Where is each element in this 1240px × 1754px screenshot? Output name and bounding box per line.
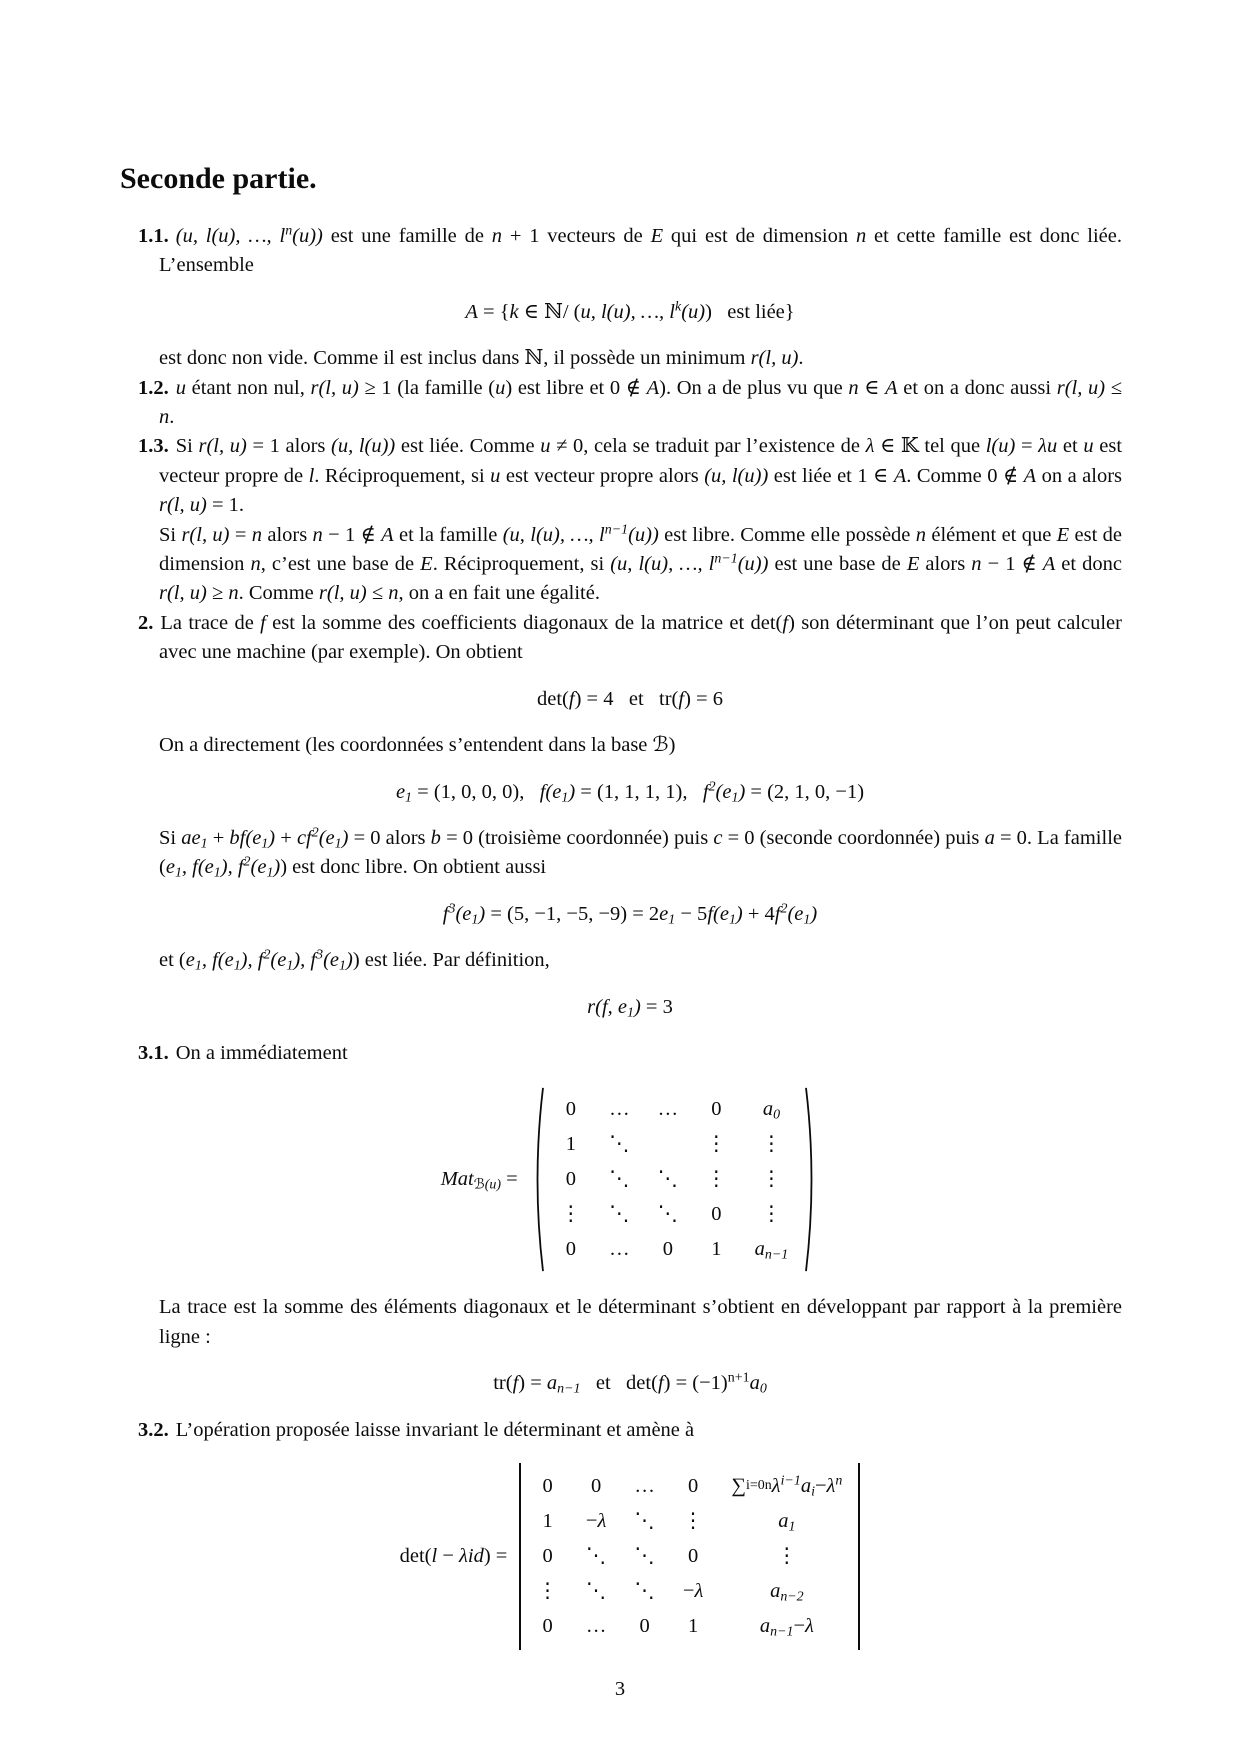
matrix-cell: − λ [682, 1579, 704, 1602]
matrix-cell: ⋱ [609, 1203, 630, 1226]
paragraph-text: Si r(l, u) = 1 alors (u, l(u)) est liée. Comme u ≠ 0, cela se traduit par l’existence de λ ∈ 𝕂 tel que l(u) = λu et u est vecteur propre de l. Réciproquement, si u est vecteur propre alors (u, l(u)) est liée et 1 ∈ A. Comme 0 ∉ A on a alors r(l, u) = 1. [159, 435, 1123, 517]
paragraph: est donc non vide. Comme il est inclus dans ℕ, il possède un minimum r(l, u). [159, 347, 804, 370]
matrix-cells [545, 1086, 805, 1273]
matrix-cell: ⋱ [634, 1509, 655, 1532]
matrix-cell: ⋮ [560, 1203, 582, 1226]
matrix-cell: 1 [565, 1133, 577, 1156]
paragraph: Si $ae_1 + bf(e_1) + cf^2(e_1) = 0$ alors b = 0 (troisième coordonnée) puis c = 0 (seconde coordonnée) puis a = 0. La famille ($e_1$, $f(e_1)$, $f^2(e_1)$) est donc libre. On obtient aussi [159, 825, 1122, 881]
matrix-cell: ⋮ [761, 1133, 782, 1156]
paragraph: On a directement (les coordonnées s’entendent dans la base ℬ) [159, 734, 676, 757]
matrix-cell: 0 [542, 1474, 553, 1497]
matrix-cell: ⋱ [657, 1168, 679, 1191]
item-label: 3.2. [138, 1418, 169, 1441]
matrix-right-paren-icon [804, 1086, 819, 1273]
matrix-cell: 0 [688, 1474, 699, 1497]
item-label: 1.1. [138, 225, 169, 247]
equation-text: det(f) = 4 et tr(f) = 6 [537, 687, 723, 710]
matrix-cell: ⋮ [776, 1544, 798, 1567]
matrix-cell: 1 [542, 1509, 553, 1532]
matrix-cell: … [657, 1098, 679, 1121]
paragraph [138, 1039, 1122, 1068]
matrix-label: Mat$_{ℬ(u)}$ = [440, 1168, 518, 1193]
matrix-cell: $a_{n-1}$ − λ [759, 1614, 814, 1640]
matrix-cell: ⋱ [609, 1133, 630, 1156]
item-1-1 [138, 222, 1122, 374]
item-label: 3.1. [138, 1041, 169, 1064]
item-label: 1.2. [138, 376, 169, 399]
matrix-cell: 1 [688, 1614, 699, 1637]
paragraph-text: (u, l(u), …, $l^n(u)$) est une famille de n + 1 vecteurs de E qui est de dimension n et cette famille est donc liée. L’ensemble [159, 223, 1122, 277]
paragraph [138, 432, 1122, 520]
item-label: 2. [138, 611, 154, 634]
enumerated-list [138, 222, 1122, 1650]
matrix-cell: $a_0$ [762, 1098, 781, 1123]
paragraph-text: On a immédiatement [175, 1041, 348, 1064]
page-content [120, 0, 1122, 1670]
paragraph: et ($e_1$, $f(e_1)$, $f^2(e_1)$, $f^3(e_1)$) est liée. Par définition, [159, 947, 550, 974]
item-3-1 [138, 1039, 1122, 1399]
page-number: 3 [614, 1677, 626, 1700]
determinant-cells [521, 1463, 858, 1650]
matrix-cell: $a_{n-2}$ [770, 1579, 804, 1605]
matrix-cell: … [609, 1098, 630, 1121]
display-equation-trace-det [138, 1369, 1122, 1398]
paragraph: Si r(l, u) = n alors n − 1 ∉ A et la famille (u, l(u), …, $l^{n-1}(u)$) est libre. Comme elle possède n élément et que E est de dimension n, c’est une base de E. Réciproquement, si (u, l(u), …, $l^{n-1}(u)$) est une base de E alors n − 1 ∉ A et donc r(l, u) ≥ n. Comme r(l, u) ≤ n, on a en fait une égalité. [159, 522, 1122, 605]
matrix-cell: − λ [585, 1509, 607, 1532]
matrix-cell: ⋮ [537, 1579, 558, 1602]
determinant-label: det(l − λid) = [399, 1544, 508, 1567]
display-equation-set-a [138, 298, 1122, 327]
item-1-3 [138, 432, 1122, 608]
equation-text: $tr(f) = a_{n-1}$ et $\det(f) = (-1)^{n+1}a_0$ [493, 1370, 767, 1397]
paragraph-text: L’opération proposée laisse invariant le déterminant et amène à [175, 1418, 695, 1441]
equation-text: $e_1 = (1$, 0, 0, 0), $f(e_1) = (1$, 1, 1, 1), $f^2(e_1) = (2$, 1, 0, −1) [395, 778, 865, 805]
matrix-cell: ⋮ [682, 1509, 704, 1532]
matrix-cell: … [609, 1238, 630, 1261]
matrix-cell: 0 [662, 1238, 674, 1261]
matrix-cell: ⋱ [609, 1168, 630, 1191]
matrix-cell: 0 [711, 1203, 722, 1226]
matrix-cell: ⋱ [657, 1203, 679, 1226]
display-matrix-companion [138, 1086, 1122, 1273]
matrix-cell: ⋮ [706, 1168, 727, 1191]
paragraph [138, 374, 1122, 433]
matrix-cell: … [634, 1474, 655, 1497]
matrix-cell: ⋱ [634, 1544, 655, 1567]
determinant-right-bar [858, 1463, 860, 1650]
matrix-cell: 0 [542, 1544, 553, 1567]
determinant-group [400, 1463, 861, 1650]
display-equation-det-tr [138, 685, 1122, 714]
equation-text: $f^3(e_1) = (5$, −1, −5, $-9) = 2e_1 - 5f(e_1) + 4f^2(e_1)$ [442, 901, 818, 928]
matrix-cell: 0 [565, 1168, 577, 1191]
paragraph [138, 222, 1122, 281]
paragraph: La trace est la somme des éléments diagonaux et le déterminant s’obtient en développant par rapport à la première ligne : [159, 1296, 1122, 1348]
display-determinant [138, 1463, 1122, 1650]
equation-text: r(f, $e_1) = 3$ [587, 995, 673, 1021]
item-2 [138, 609, 1122, 1022]
item-label: 1.3. [138, 435, 169, 458]
item-1-2 [138, 374, 1122, 433]
section-title: Seconde partie. [120, 162, 317, 195]
matrix-cell: ⋱ [634, 1579, 655, 1602]
paragraph-text: u étant non nul, r(l, u) ≥ 1 (la famille (u) est libre et 0 ∉ A). On a de plus vu que n ∈ A et on a donc aussi r(l, u) ≤ n. [159, 376, 1123, 429]
matrix-cell: 0 [565, 1238, 577, 1261]
matrix-cell: 0 [711, 1098, 722, 1121]
matrix-cell: ⋮ [761, 1203, 782, 1226]
equation-text: A = {k ∈ ℕ/ (u, l(u), …, $l^k(u)$) est liée} [465, 299, 795, 323]
matrix-cell: 0 [591, 1474, 602, 1497]
matrix-cell: $a_1$ [778, 1509, 796, 1535]
matrix-group [441, 1086, 820, 1273]
matrix-cell: 0 [688, 1544, 699, 1567]
matrix-cell: ∑ i=0 n $\lambda^{i-1}a_i$ − $\lambda^n$ [731, 1473, 843, 1500]
matrix-cell: ⋱ [585, 1579, 607, 1602]
paragraph-text: La trace de f est la somme des coefficients diagonaux de la matrice et det(f) son déterminant que l’on peut calculer avec une machine (par exemple). On obtient [159, 611, 1122, 664]
matrix-cell: 0 [639, 1614, 650, 1637]
matrix-cell: ⋱ [585, 1544, 607, 1567]
matrix-cell: $a_{n-1}$ [754, 1238, 789, 1263]
display-equation-rank [138, 993, 1122, 1022]
matrix-cell: 0 [542, 1614, 553, 1637]
matrix-cell: 0 [565, 1098, 577, 1121]
matrix-cell: ⋮ [761, 1168, 782, 1191]
matrix-left-paren-icon [530, 1086, 545, 1273]
paragraph [138, 609, 1122, 668]
matrix-cell: ⋮ [706, 1133, 727, 1156]
matrix-cell: 1 [711, 1238, 722, 1261]
matrix-cell: … [585, 1614, 607, 1637]
paragraph [138, 1416, 1122, 1445]
item-3-2 [138, 1416, 1122, 1650]
display-equation-coordinates [138, 778, 1122, 807]
display-equation-f3 [138, 900, 1122, 929]
